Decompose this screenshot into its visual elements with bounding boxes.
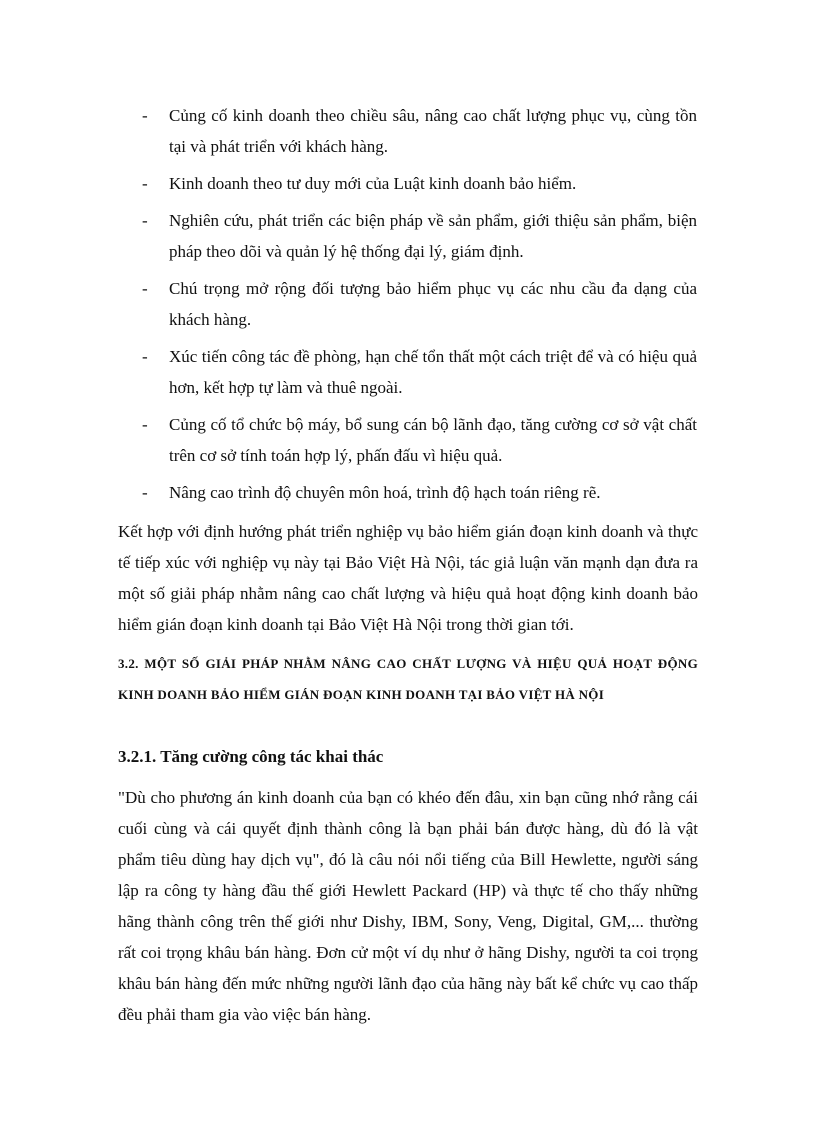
list-item-text: Củng cố kinh doanh theo chiều sâu, nâng cao chất lượng phục vụ, cùng tồn tại và phát triển với khách hàng. [169, 106, 697, 156]
bullet-dash: - [142, 415, 148, 434]
bullet-dash: - [142, 279, 148, 298]
list-item-text: Nâng cao trình độ chuyên môn hoá, trình độ hạch toán riêng rẽ. [169, 483, 601, 502]
bullet-dash: - [142, 106, 148, 125]
list-item-text: Xúc tiến công tác đề phòng, hạn chế tổn thất một cách triệt để và có hiệu quả hơn, kết hợp tự làm và thuê ngoài. [169, 347, 697, 397]
list-item [142, 168, 697, 199]
intro-paragraph: Kết hợp với định hướng phát triển nghiệp vụ bảo hiểm gián đoạn kinh doanh và thực tế tiếp xúc với nghiệp vụ này tại Bảo Việt Hà Nội, tác giả luận văn mạnh dạn đưa ra một số giải pháp nhằm nâng cao chất lượng và hiệu quả hoạt động kinh doanh bảo hiểm gián đoạn kinh doanh tại Bảo Việt Hà Nội trong thời gian tới. [118, 522, 698, 634]
quote-paragraph: "Dù cho phương án kinh doanh của bạn có khéo đến đâu, xin bạn cũng nhớ rằng cái cuối cùng và cái quyết định thành công là bạn phải bán được hàng, dù đó là vật phẩm tiêu dùng hay dịch vụ", đó là câu nói nổi tiếng của Bill Hewlette, người sáng lập ra công ty hàng đầu thế giới Hewlett Packard (HP) và thực tế cho thấy những hãng thành công trên thế giới như Dishy, IBM, Sony, Veng, Digital, GM,... thường rất coi trọng khâu bán hàng. Đơn cử một ví dụ như ở hãng Dishy, người ta coi trọng khâu bán hàng đến mức những người lãnh đạo của hãng này bất kể chức vụ cao thấp đều phải tham gia vào việc bán hàng. [118, 788, 698, 1024]
list-item [142, 341, 697, 403]
bullet-dash: - [142, 174, 148, 193]
bullet-dash: - [142, 347, 148, 366]
list-item [142, 477, 697, 508]
section-heading: 3.2. MỘT SỐ GIẢI PHÁP NHẰM NÂNG CAO CHẤT LƯỢNG VÀ HIỆU QUẢ HOẠT ĐỘNG KINH DOANH BẢO HIỂM GIÁN ĐOẠN KINH DOANH TẠI BẢO VIỆT HÀ NỘI [118, 656, 698, 702]
list-item [142, 273, 697, 335]
list-item-text: Chú trọng mở rộng đối tượng bảo hiểm phục vụ các nhu cầu đa dạng của khách hàng. [169, 279, 697, 329]
list-item-text: Nghiên cứu, phát triển các biện pháp về sản phẩm, giới thiệu sản phẩm, biện pháp theo dõi và quản lý hệ thống đại lý, giám định. [169, 211, 697, 261]
list-item-text: Củng cố tổ chức bộ máy, bổ sung cán bộ lãnh đạo, tăng cường cơ sở vật chất trên cơ sở tính toán hợp lý, phấn đấu vì hiệu quả. [169, 415, 697, 465]
list-item [142, 409, 697, 471]
list-item [142, 100, 697, 162]
bullet-dash: - [142, 211, 148, 230]
list-item [142, 205, 697, 267]
subsection-heading: 3.2.1. Tăng cường công tác khai thác [118, 747, 384, 766]
bullet-dash: - [142, 483, 148, 502]
list-item-text: Kinh doanh theo tư duy mới của Luật kinh doanh bảo hiểm. [169, 174, 577, 193]
strategy-bullet-list [142, 100, 697, 514]
